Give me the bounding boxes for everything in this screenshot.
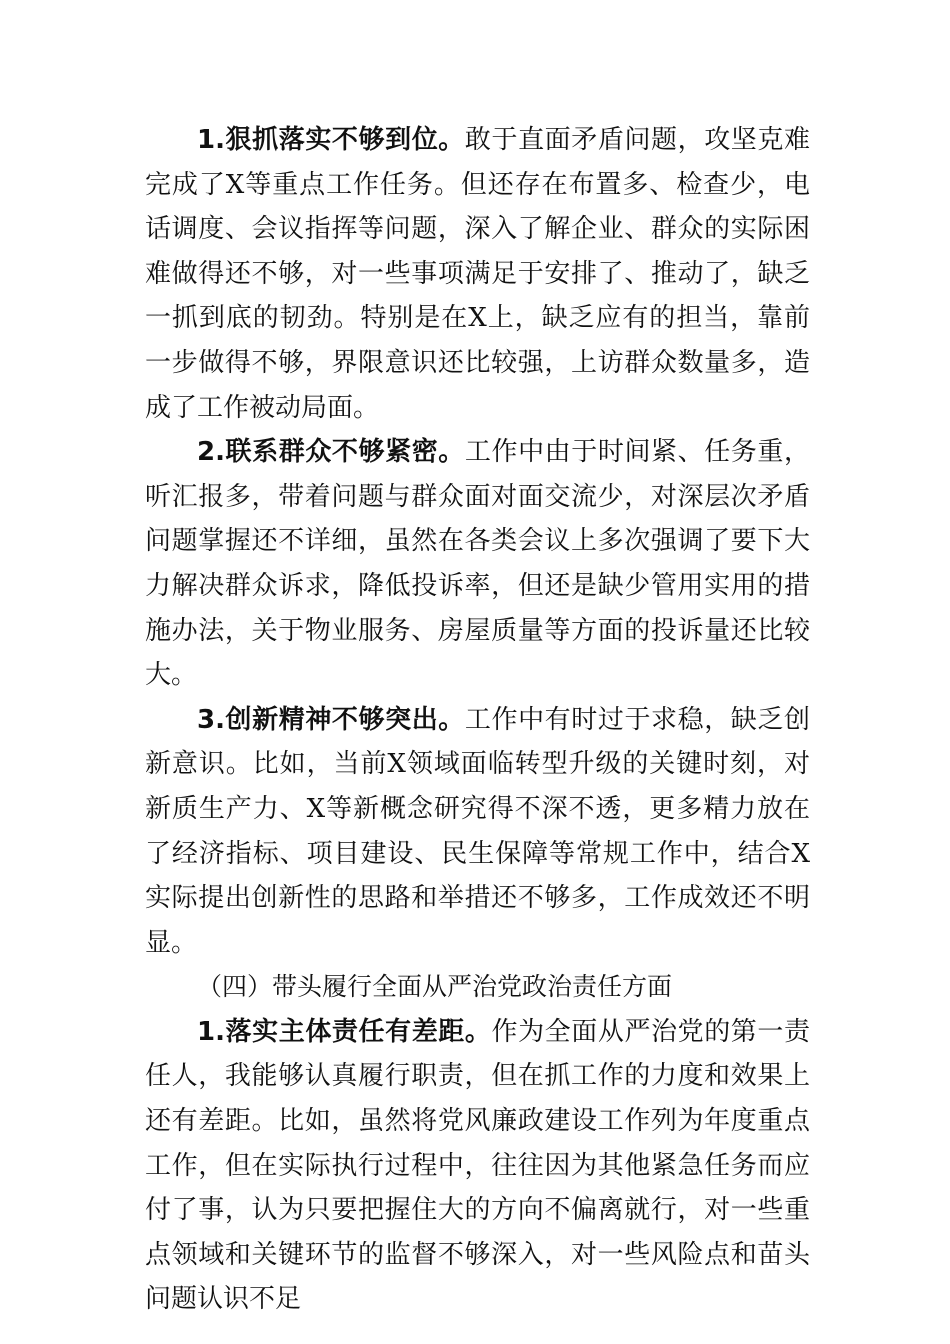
- section-heading: （四）带头履行全面从严治党政治责任方面: [197, 972, 673, 1002]
- paragraph-implementation: [145, 118, 810, 430]
- paragraph-lead: 1.狠抓落实不够到位。: [197, 125, 465, 155]
- paragraph-main-responsibility: [145, 1010, 810, 1322]
- paragraph-lead: 2.联系群众不够紧密。: [197, 437, 465, 468]
- paragraph-text: 作为全面从严治党的第一责任人，我能够认真履行职责，但在抓工作的力度和效果上还有差距。比如，虽然将党风廉政建设工作列为年度重点工作，但在实际执行过程中，往往因为其他紧急任务而应付了事，认为只要把握住大的方向不偏离就行，对一些重点领域和关键环节的监督不够深入，对一些风险点和苗头问题认识不足: [145, 1016, 810, 1315]
- paragraph-lead: 1.落实主体责任有差距。: [197, 1016, 492, 1047]
- paragraph-mass-contact: [145, 430, 810, 698]
- paragraph-text: 敢于直面矛盾问题，攻坚克难完成了X等重点工作任务。但还存在布置多、检查少，电话调度、会议指挥等问题，深入了解企业、群众的实际困难做得还不够，对一些事项满足于安排了、推动了，缺乏一抓到底的韧劲。特别是在X上，缺乏应有的担当，靠前一步做得不够，界限意识还比较强，上访群众数量多，造成了工作被动局面。: [145, 125, 810, 423]
- paragraph-lead: 3.创新精神不够突出。: [197, 704, 465, 735]
- paragraph-innovation: [145, 698, 810, 966]
- paragraph-text: 工作中由于时间紧、任务重，听汇报多，带着问题与群众面对面交流少，对深层次矛盾问题掌握还不详细，虽然在各类会议上多次强调了要下大力解决群众诉求，降低投诉率，但还是缺少管用实用的措施办法，关于物业服务、房屋质量等方面的投诉量还比较大。: [145, 437, 810, 691]
- paragraph-text: 工作中有时过于求稳，缺乏创新意识。比如，当前X领域面临转型升级的关键时刻，对新质生产力、X等新概念研究得不深不透，更多精力放在了经济指标、项目建设、民生保障等常规工作中，结合X实际提出创新性的思路和举措还不够多，工作成效还不明显。: [145, 704, 810, 958]
- document-body: [145, 118, 810, 1322]
